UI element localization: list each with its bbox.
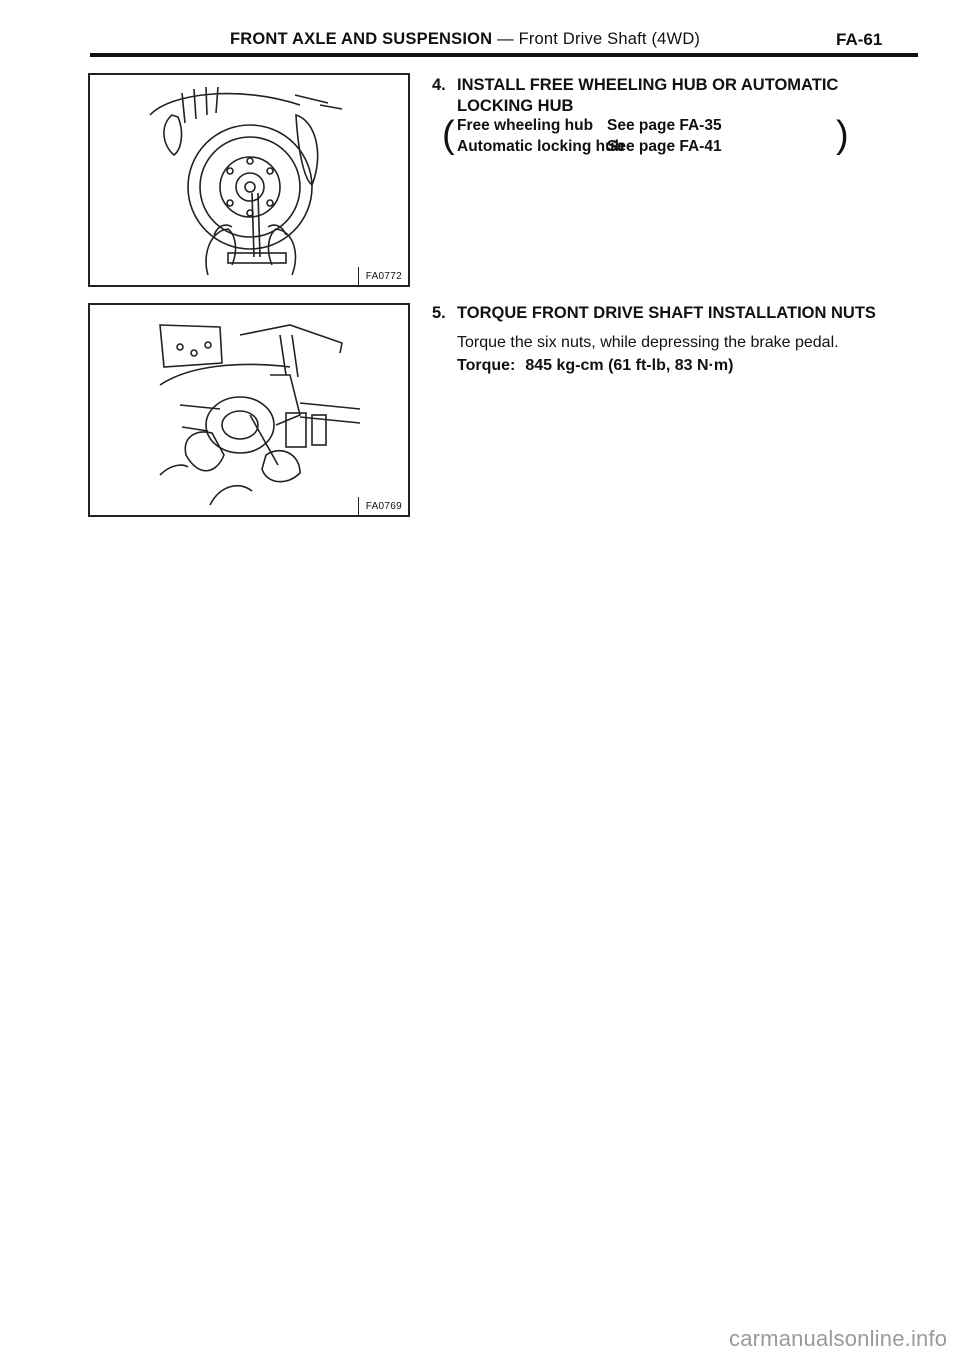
header-dash: — (492, 30, 519, 48)
figure-code: FA0769 (365, 501, 402, 512)
torque-value: 845 kg-cm (61 ft-lb, 83 N·m) (525, 357, 734, 374)
hub-reference-block (442, 114, 868, 159)
watermark-url: carmanualsonline.info (729, 1326, 948, 1351)
figure-code: FA0772 (365, 271, 402, 282)
hub-wrench-illustration (90, 75, 408, 285)
header-rule (90, 53, 918, 57)
page-header-title (230, 30, 770, 49)
close-paren-glyph: ) (836, 114, 849, 156)
step-title-line-1: INSTALL FREE WHEELING HUB OR AUTOMATIC (457, 76, 839, 94)
open-paren-glyph: ( (442, 114, 455, 156)
step-number: 4. (432, 76, 446, 94)
drive-shaft-torque-illustration (90, 305, 408, 515)
step-title-line-2: LOCKING HUB (457, 97, 574, 115)
figure-hub-installation (88, 73, 410, 287)
reference-page: See page FA-41 (607, 138, 722, 155)
torque-label: Torque: (457, 357, 516, 374)
reference-row (457, 136, 722, 157)
reference-label: Free wheeling hub (457, 117, 594, 134)
step-number: 5. (432, 304, 446, 322)
torque-spec (457, 357, 733, 375)
figure-drive-shaft-nuts (88, 303, 410, 517)
step-title-line-1: TORQUE FRONT DRIVE SHAFT INSTALLATION NUTS (457, 304, 876, 322)
header-subsection: Front Drive Shaft (4WD) (518, 30, 701, 48)
reference-row (457, 115, 722, 136)
step-instruction: Torque the six nuts, while depressing the brake pedal. (457, 334, 839, 351)
reference-page: See page FA-35 (607, 117, 722, 134)
reference-label: Automatic locking hub (457, 138, 625, 155)
header-section: FRONT AXLE AND SUSPENSION (230, 30, 493, 48)
page-number: FA-61 (836, 30, 883, 49)
